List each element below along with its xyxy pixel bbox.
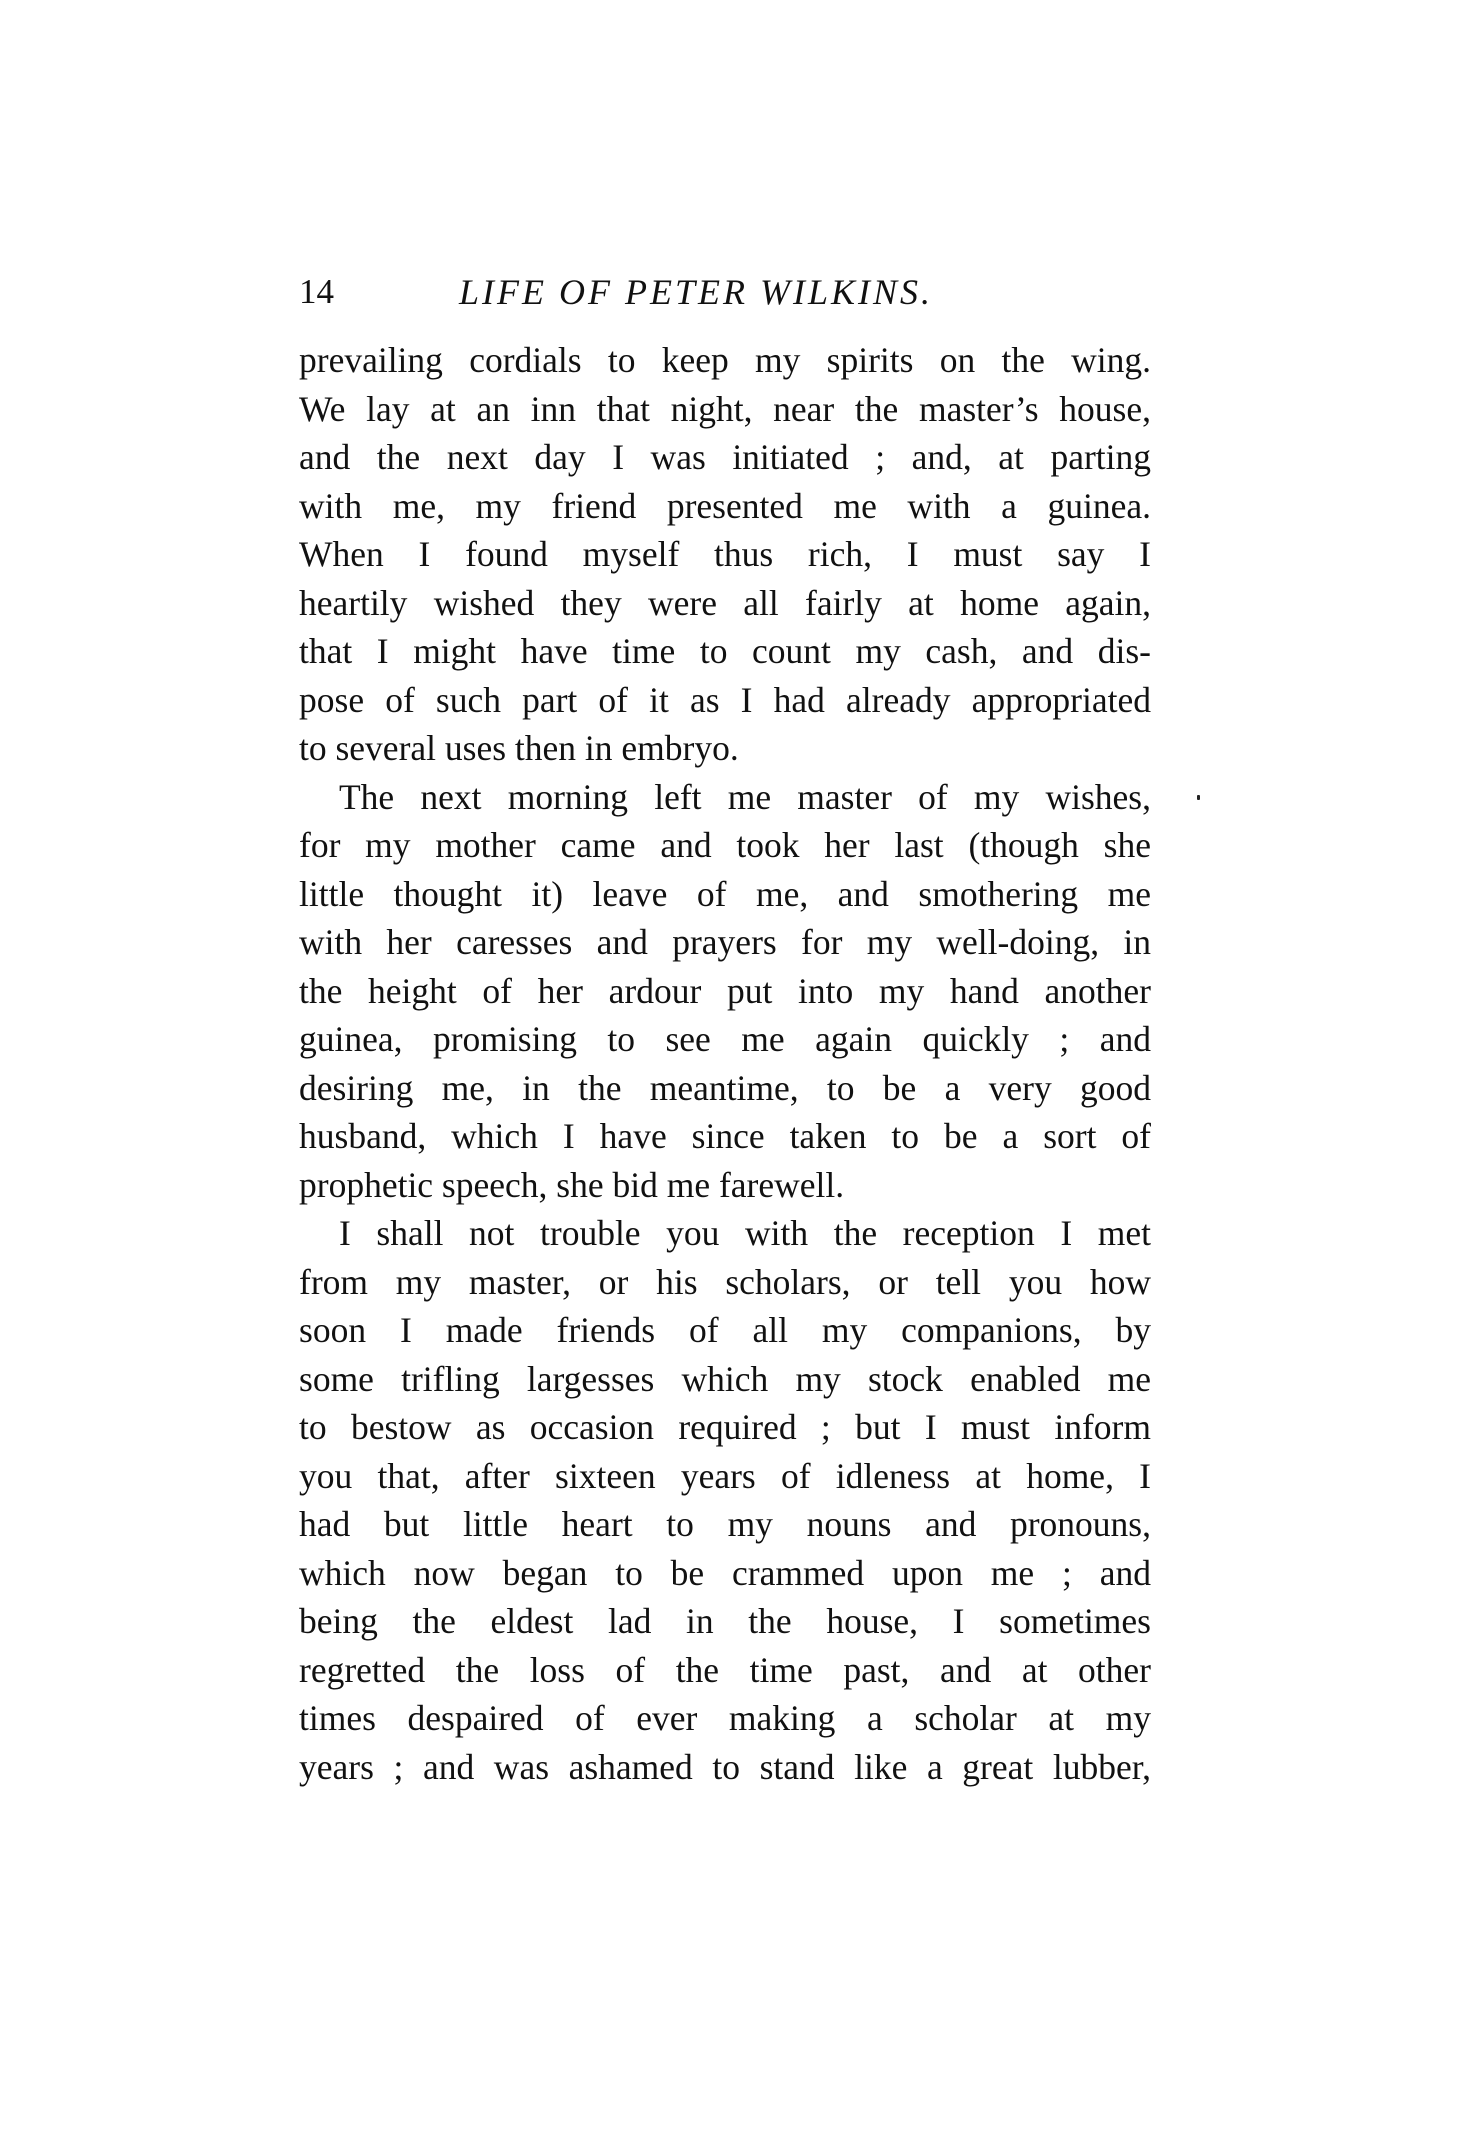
paragraph [299, 773, 1151, 1210]
page-number: 14 [299, 272, 334, 311]
text-line: with me, my friend presented me with a guinea. [299, 485, 1151, 526]
text-line: I shall not trouble you with the reception I met [339, 1213, 1151, 1253]
ink-speck [1197, 795, 1200, 800]
text-line: to several uses then in embryo. [299, 728, 739, 768]
text-line: for my mother came and took her last (though she [299, 825, 1151, 865]
text-line: had but little heart to my nouns and pronouns, [299, 1504, 1151, 1544]
text-line: times despaired of ever making a scholar at my [299, 1698, 1151, 1738]
text-line: to bestow as occasion required ; but I must inform [299, 1407, 1151, 1447]
text-line: and the next day I was initiated ; and, at parting [299, 437, 1151, 477]
text-line: the height of her ardour put into my hand another [299, 970, 1151, 1011]
text-line: little thought it) leave of me, and smothering me [299, 873, 1151, 914]
paragraph [299, 1209, 1151, 1791]
text-line: pose of such part of it as I had already appropriated [299, 679, 1151, 720]
running-head [299, 268, 1151, 316]
text-line: prevailing cordials to keep my spirits on the wing. [299, 340, 1151, 380]
text-line: husband, which I have since taken to be a sort of [299, 1116, 1151, 1156]
text-line: The next morning left me master of my wishes, [339, 776, 1151, 817]
text-line: you that, after sixteen years of idleness at home, I [299, 1455, 1151, 1496]
text-line: desiring me, in the meantime, to be a very good [299, 1067, 1151, 1108]
paragraph [299, 336, 1151, 773]
text-line: regretted the loss of the time past, and at other [299, 1649, 1151, 1690]
text-line: prophetic speech, she bid me farewell. [299, 1164, 845, 1205]
text-line: that I might have time to count my cash, and dis- [299, 631, 1151, 671]
text-line: We lay at an inn that night, near the master’s house, [299, 388, 1151, 429]
body-text [299, 336, 1151, 1791]
text-line: from my master, or his scholars, or tell you how [299, 1261, 1151, 1302]
text-line: soon I made friends of all my companions, by [299, 1310, 1151, 1350]
text-line: guinea, promising to see me again quickly ; and [299, 1019, 1151, 1059]
text-line: years ; and was ashamed to stand like a great lubber, [299, 1746, 1151, 1787]
text-line: which now began to be crammed upon me ; and [299, 1552, 1151, 1593]
text-line: some trifling largesses which my stock enabled me [299, 1358, 1151, 1399]
running-title: LIFE OF PETER WILKINS. [459, 272, 933, 312]
text-line: When I found myself thus rich, I must say I [299, 534, 1151, 574]
text-line: heartily wished they were all fairly at home again, [299, 582, 1151, 623]
text-line: being the eldest lad in the house, I sometimes [299, 1601, 1151, 1641]
text-line: with her caresses and prayers for my well-doing, in [299, 922, 1151, 962]
